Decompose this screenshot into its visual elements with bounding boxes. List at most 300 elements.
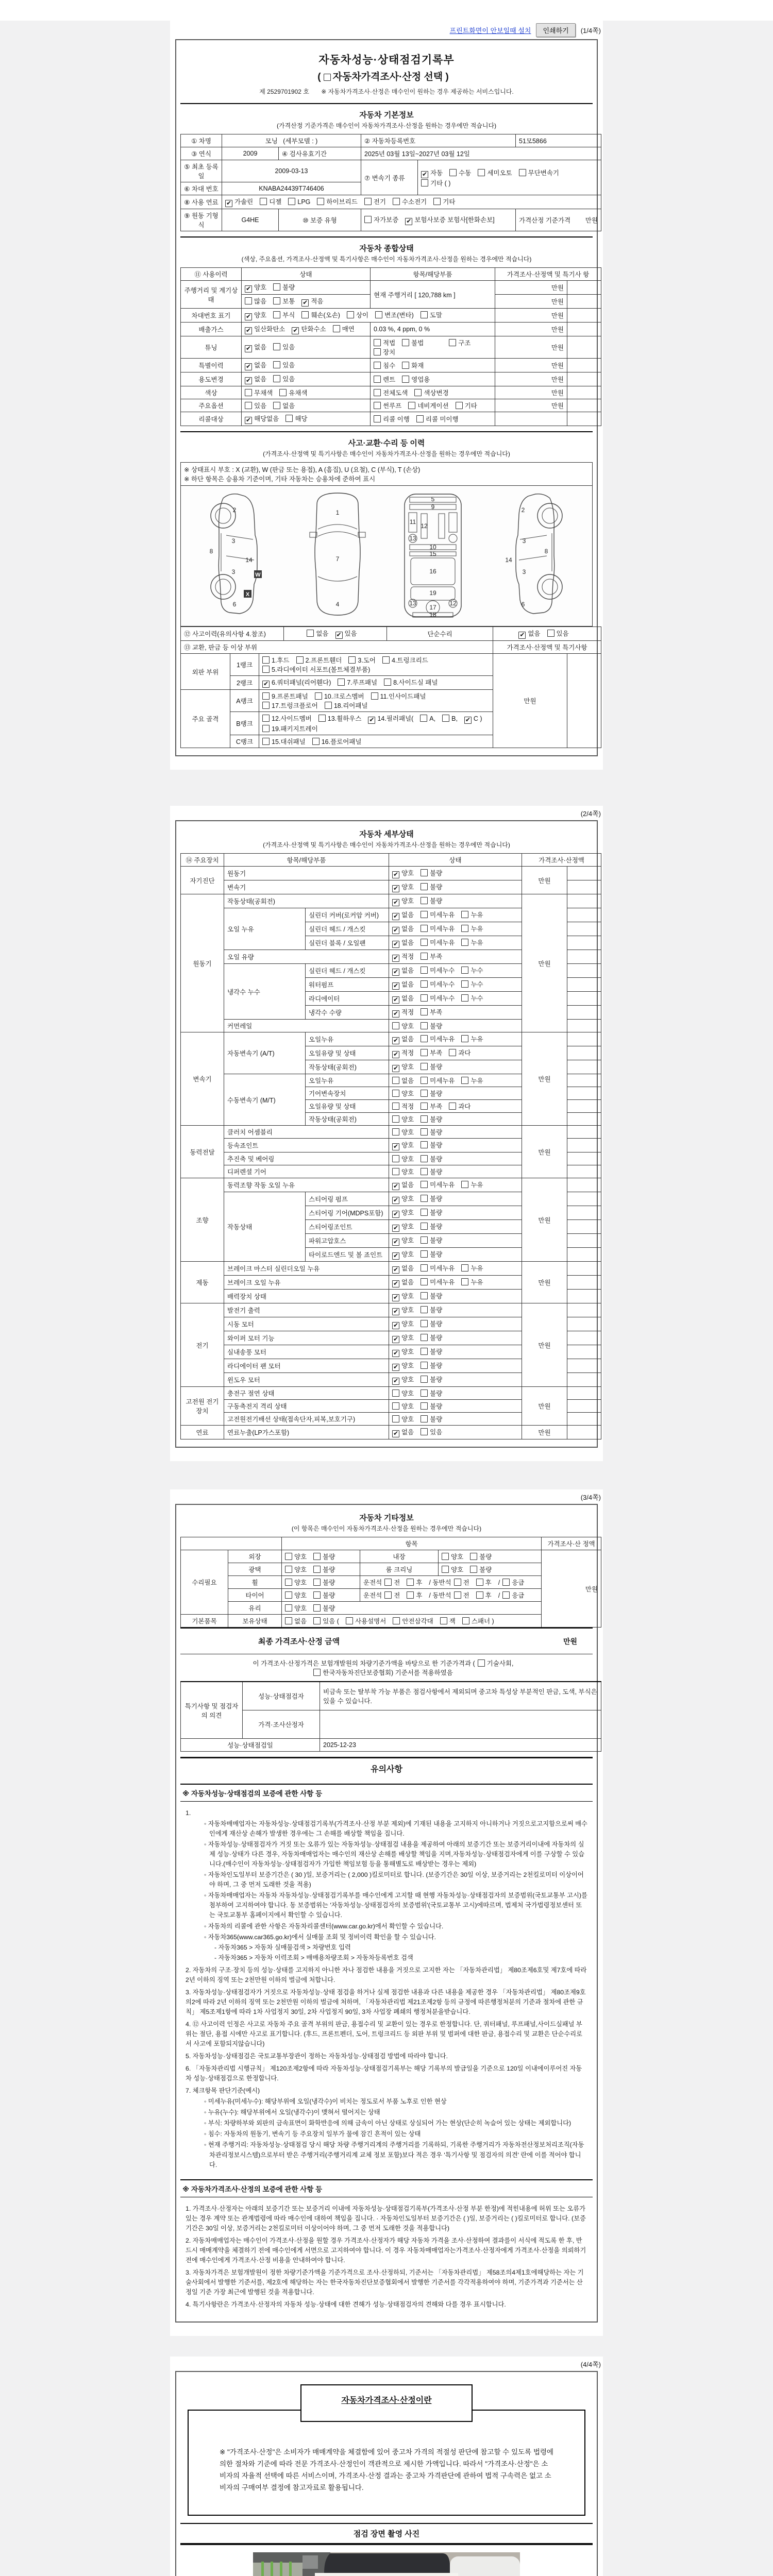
checkbox-checked[interactable]: ✔: [393, 1037, 399, 1044]
warranty-options: [361, 209, 516, 231]
checkbox-unchecked[interactable]: [317, 198, 324, 205]
valuation-definition-text: ※ "가격조사·산정"은 소비자가 매매계약을 체결함에 있어 중고차 가격의 적절성 판단에 참고할 수 있도록 법령에 의한 절차와 기준에 따라 전문 가격조사·산정인이 객관적으로 제시한 가액입니다. 따라서 "가격조사·산정"은 소비자의 자율적 선택에 따른 서비스이며, 가격조사·산정 결과는 중고차 가격판단에 관하여 법적 구속력은 없고 소비자의 구매여부 결정에 참고자료로 활용됩니다.: [188, 2410, 585, 2516]
checkbox-unchecked[interactable]: [421, 883, 428, 890]
checkbox-unchecked[interactable]: [392, 1155, 399, 1162]
checkbox-unchecked[interactable]: [315, 692, 322, 700]
checkbox-checked[interactable]: ✔: [393, 1266, 399, 1273]
accident-title: 사고·교환·수리 등 이력: [348, 439, 425, 448]
checkbox-unchecked[interactable]: [421, 1415, 428, 1422]
checkbox-checked[interactable]: ✔: [393, 1335, 399, 1343]
checkbox-checked[interactable]: ✔: [245, 363, 251, 370]
checkbox-checked[interactable]: ✔: [393, 1196, 399, 1204]
checkbox-unchecked[interactable]: [313, 1579, 321, 1586]
checkbox-unchecked[interactable]: [262, 692, 270, 700]
checkbox-unchecked[interactable]: [421, 1008, 428, 1015]
option-label: 부족: [430, 1009, 443, 1016]
checkbox-checked[interactable]: ✔: [245, 416, 251, 423]
checkbox-unchecked[interactable]: [407, 1579, 414, 1586]
checkbox-unchecked[interactable]: [245, 297, 252, 304]
option: [421, 882, 442, 891]
option: [421, 938, 455, 947]
checkbox-checked[interactable]: ✔: [393, 1210, 399, 1217]
checkbox-unchecked[interactable]: [285, 1604, 292, 1612]
checkbox-unchecked[interactable]: [392, 1022, 399, 1029]
checkbox-unchecked[interactable]: [408, 402, 415, 409]
checkbox-unchecked[interactable]: [312, 738, 320, 745]
checkbox-unchecked[interactable]: [313, 1566, 321, 1573]
checkbox-unchecked[interactable]: [461, 980, 468, 988]
checkbox-unchecked[interactable]: [285, 1591, 292, 1599]
checkbox-unchecked[interactable]: [449, 169, 457, 176]
checkbox-unchecked[interactable]: [421, 1320, 428, 1327]
checkbox-unchecked[interactable]: [421, 1049, 428, 1056]
option-label: 불량: [323, 1566, 335, 1573]
checkbox-checked[interactable]: ✔: [393, 954, 399, 961]
checkbox-unchecked[interactable]: [325, 702, 332, 709]
checkbox-unchecked[interactable]: [273, 283, 280, 291]
checkbox-unchecked[interactable]: [392, 1103, 399, 1110]
checkbox-unchecked[interactable]: [402, 362, 409, 369]
checkbox-checked[interactable]: ✔: [519, 631, 525, 638]
option: [440, 1616, 456, 1625]
checkbox-unchecked[interactable]: [449, 339, 456, 346]
checkbox-unchecked[interactable]: [285, 1579, 292, 1586]
checkbox-unchecked[interactable]: [476, 1591, 483, 1599]
checkbox-unchecked[interactable]: [519, 169, 526, 176]
checkbox-unchecked[interactable]: [421, 953, 428, 960]
checkbox-unchecked[interactable]: [476, 1579, 483, 1586]
checkbox-checked[interactable]: ✔: [393, 1308, 399, 1315]
checkbox-checked[interactable]: ✔: [393, 885, 399, 892]
checkbox-unchecked[interactable]: [364, 198, 372, 205]
checkbox-unchecked[interactable]: [384, 679, 391, 686]
checkbox-unchecked[interactable]: [273, 297, 280, 304]
checkbox-unchecked[interactable]: [442, 715, 449, 722]
checkbox-unchecked[interactable]: [421, 1128, 428, 1136]
checkbox-checked[interactable]: ✔: [393, 1064, 399, 1072]
option: [421, 1034, 455, 1043]
checkbox-unchecked[interactable]: [392, 1415, 399, 1422]
checkbox-unchecked[interactable]: [421, 1348, 428, 1355]
rank-label: 1랭크: [230, 654, 259, 676]
checkbox-unchecked[interactable]: [461, 1278, 468, 1285]
checkbox-unchecked[interactable]: [392, 1402, 399, 1410]
checkbox-checked[interactable]: ✔: [393, 1280, 399, 1287]
checkbox-unchecked[interactable]: [313, 1617, 321, 1624]
checkbox-unchecked[interactable]: [262, 715, 270, 722]
option: [421, 896, 442, 905]
option: [368, 714, 413, 724]
checkbox-checked[interactable]: ✔: [393, 1349, 399, 1357]
notice-bullet: ◦ 자동차매매업자는 자동차성능·상태점검기록부(가격조사·산정 부분 제외)에 기재된 내용을 고지하지 아니하거나 거짓으로고지함으로써 매수인에게 재산상 손해가 발생한 경우에는 그 손해를 배상할 책임을 집니다.: [204, 1820, 587, 1838]
checkbox-checked[interactable]: ✔: [245, 377, 251, 384]
checkbox-unchecked[interactable]: [313, 1591, 321, 1599]
checkbox-unchecked[interactable]: [273, 311, 280, 318]
state-options: [389, 1178, 522, 1192]
print-install-link[interactable]: 프린트화면이 안보일때 설치: [449, 27, 531, 35]
checkbox-unchecked[interactable]: [442, 1553, 449, 1560]
option-label: 응급: [512, 1579, 525, 1586]
checkbox-unchecked[interactable]: [421, 1115, 428, 1123]
svg-text:19: 19: [429, 589, 436, 597]
checkbox-unchecked[interactable]: [313, 1553, 321, 1560]
checkbox-unchecked[interactable]: [262, 738, 270, 745]
svg-text:4: 4: [335, 601, 340, 608]
option-label: 14.필러패널(: [377, 715, 414, 722]
checkbox-unchecked[interactable]: [375, 311, 382, 318]
option: [421, 910, 455, 919]
item-label: 배력장치 상태: [224, 1290, 389, 1303]
special-who: 가격·조사산정자: [243, 1710, 320, 1739]
checkbox-checked[interactable]: ✔: [393, 1182, 399, 1190]
checkbox-unchecked[interactable]: [273, 343, 280, 350]
option: [464, 715, 482, 724]
checkbox-checked[interactable]: ✔: [393, 1010, 399, 1017]
checkbox-unchecked[interactable]: [442, 1566, 449, 1573]
checkbox-unchecked[interactable]: [285, 1617, 292, 1624]
notice-bullet: ◦ 자동차365(www.car365.go.kr)에서 실매물 조회 및 정비이력 확인을 할 수 있습니다.: [204, 1933, 436, 1941]
checkbox-unchecked[interactable]: [384, 1591, 392, 1599]
option-label: 일산화탄소: [254, 326, 285, 333]
checkbox-unchecked[interactable]: [393, 198, 400, 205]
checkbox-unchecked[interactable]: [392, 1115, 399, 1123]
option: [421, 310, 442, 319]
checkbox-unchecked[interactable]: [461, 925, 468, 932]
checkbox-unchecked[interactable]: [324, 74, 331, 81]
checkbox-unchecked[interactable]: [392, 1128, 399, 1136]
option: [502, 1578, 524, 1587]
checkbox-unchecked[interactable]: [421, 1195, 428, 1202]
checkbox-unchecked[interactable]: [461, 1264, 468, 1272]
option-label: 양호: [401, 1416, 414, 1423]
option: [335, 629, 357, 639]
checkbox-unchecked[interactable]: [421, 1063, 428, 1070]
checkbox-unchecked[interactable]: [421, 1103, 428, 1110]
fuel-options: [222, 195, 601, 209]
checkbox-unchecked[interactable]: [421, 967, 428, 974]
item-options: [371, 412, 495, 426]
option-label: 불량: [430, 1376, 443, 1383]
checkbox-unchecked[interactable]: [402, 376, 409, 383]
checkbox-unchecked[interactable]: [421, 1376, 428, 1383]
option-label: 양호: [401, 870, 414, 877]
option-label: 보통: [282, 298, 295, 305]
checkbox-checked[interactable]: ✔: [369, 716, 375, 723]
checkbox-unchecked[interactable]: [307, 630, 314, 637]
checkbox-unchecked[interactable]: [421, 1334, 428, 1341]
checkbox-unchecked[interactable]: [440, 1617, 447, 1624]
option-label: 양호: [254, 312, 267, 319]
option-label: 자동차가격조사·산정 선택 ): [332, 72, 449, 82]
checkbox-checked[interactable]: ✔: [336, 631, 342, 638]
option: [547, 629, 569, 638]
checkbox-unchecked[interactable]: [421, 1155, 428, 1162]
checkbox-checked[interactable]: ✔: [393, 871, 399, 878]
checkbox-unchecked[interactable]: [318, 715, 326, 722]
checkbox-unchecked[interactable]: [421, 980, 428, 988]
checkbox-unchecked[interactable]: [374, 362, 381, 369]
checkbox-unchecked[interactable]: [414, 389, 422, 396]
option: [461, 924, 483, 933]
state-options: [389, 1276, 522, 1290]
checkbox-unchecked[interactable]: [421, 1022, 428, 1029]
option-label: 없음: [401, 995, 414, 1002]
checkbox-checked[interactable]: ✔: [406, 217, 412, 225]
checkbox-checked[interactable]: ✔: [393, 1143, 399, 1150]
checkbox-unchecked[interactable]: [279, 389, 287, 396]
checkbox-checked[interactable]: ✔: [393, 1377, 399, 1384]
checkbox-unchecked[interactable]: [371, 692, 378, 700]
checkbox-unchecked[interactable]: [421, 1090, 428, 1097]
checkbox-checked[interactable]: ✔: [393, 940, 399, 947]
checkbox-unchecked[interactable]: [421, 1250, 428, 1258]
checkbox-unchecked[interactable]: [421, 1035, 428, 1042]
sub-item-label: 실린더 블록 / 오일팬: [306, 936, 389, 950]
checkbox-unchecked[interactable]: [382, 656, 390, 664]
checkbox-unchecked[interactable]: [346, 1617, 353, 1624]
checkbox-unchecked[interactable]: [273, 375, 280, 382]
checkbox-unchecked[interactable]: [461, 911, 468, 918]
checkbox-unchecked[interactable]: [260, 198, 267, 205]
option-label: 전: [463, 1579, 469, 1586]
checkbox-unchecked[interactable]: [478, 1659, 485, 1667]
checkbox-checked[interactable]: ✔: [393, 899, 399, 906]
checkbox-unchecked[interactable]: [421, 1181, 428, 1188]
checkbox-checked[interactable]: ✔: [393, 968, 399, 975]
checkbox-unchecked[interactable]: [420, 715, 427, 722]
svg-text:8: 8: [544, 548, 548, 555]
option: [421, 1076, 455, 1085]
checkbox-checked[interactable]: ✔: [245, 313, 251, 320]
checkbox-unchecked[interactable]: [347, 311, 354, 318]
checkbox-checked[interactable]: ✔: [393, 996, 399, 1003]
option-label: 가솔린: [234, 198, 254, 206]
option-label: 없음: [401, 981, 414, 988]
option: [313, 1552, 335, 1561]
checkbox-checked[interactable]: ✔: [393, 1050, 399, 1058]
checkbox-checked[interactable]: ✔: [393, 1430, 399, 1437]
option-label: 전기: [373, 198, 386, 206]
option: [454, 1590, 469, 1600]
checkbox-unchecked[interactable]: [338, 679, 345, 686]
checkbox-unchecked[interactable]: [461, 1035, 468, 1042]
checkbox-unchecked[interactable]: [364, 216, 372, 223]
checkbox-checked[interactable]: ✔: [393, 926, 399, 934]
rank-options: [259, 676, 493, 690]
checkbox-unchecked[interactable]: [262, 725, 270, 732]
option: [382, 655, 428, 665]
checkbox-unchecked[interactable]: [296, 656, 304, 664]
checkbox-unchecked[interactable]: [421, 1362, 428, 1369]
checkbox-unchecked[interactable]: [348, 656, 356, 664]
checkbox-unchecked[interactable]: [392, 1168, 399, 1175]
svg-text:15: 15: [429, 550, 436, 557]
checkbox-checked[interactable]: ✔: [393, 1238, 399, 1245]
other-info-table: [180, 1537, 598, 1681]
checkbox-unchecked[interactable]: [301, 311, 309, 318]
checkbox-unchecked[interactable]: [392, 1090, 399, 1097]
checkbox-unchecked[interactable]: [285, 1566, 292, 1573]
checkbox-unchecked[interactable]: [421, 1209, 428, 1216]
repair-item: 타이어: [228, 1589, 282, 1602]
checkbox-unchecked[interactable]: [421, 311, 428, 318]
option-label: 누수: [470, 981, 483, 988]
rank-options: [259, 735, 493, 748]
option: [461, 1277, 483, 1286]
checkbox-unchecked[interactable]: [421, 1292, 428, 1299]
checkbox-unchecked[interactable]: [547, 630, 554, 637]
checkbox-unchecked[interactable]: [374, 415, 381, 422]
checkbox-unchecked[interactable]: [421, 869, 428, 876]
checkbox-unchecked[interactable]: [461, 994, 468, 1002]
checkbox-unchecked[interactable]: [461, 1181, 468, 1188]
checkbox-unchecked[interactable]: [402, 339, 409, 346]
row-label: 튜닝: [181, 336, 242, 359]
checkbox-unchecked[interactable]: [407, 1591, 414, 1599]
checkbox-unchecked[interactable]: [333, 325, 340, 332]
checkbox-unchecked[interactable]: [273, 402, 280, 409]
checkbox-unchecked[interactable]: [416, 415, 424, 422]
option: [392, 1034, 414, 1044]
option-label: 불량: [430, 1063, 443, 1071]
item-options: [371, 359, 495, 372]
wheel-options: [360, 1589, 542, 1602]
checkbox-checked[interactable]: ✔: [393, 1252, 399, 1259]
option: [392, 1277, 414, 1287]
option: [462, 1616, 494, 1625]
checkbox-checked[interactable]: ✔: [393, 912, 399, 920]
checkbox-checked[interactable]: ✔: [393, 1294, 399, 1301]
checkbox-unchecked[interactable]: [421, 1236, 428, 1244]
svg-text:9: 9: [431, 503, 435, 511]
checkbox-unchecked[interactable]: [421, 1141, 428, 1148]
option-label: 후: [416, 1579, 423, 1586]
checkbox-checked[interactable]: ✔: [393, 982, 399, 989]
checkbox-unchecked[interactable]: [502, 1591, 510, 1599]
item-options: [371, 336, 495, 359]
checkbox-unchecked[interactable]: [313, 1669, 321, 1676]
checkbox-unchecked[interactable]: [384, 1579, 392, 1586]
checkbox-unchecked[interactable]: [461, 1077, 468, 1084]
checkbox-unchecked[interactable]: [433, 198, 441, 205]
checkbox-unchecked[interactable]: [421, 1389, 428, 1397]
checkbox-unchecked[interactable]: [245, 389, 252, 396]
checkbox-checked[interactable]: ✔: [303, 299, 308, 306]
checkbox-checked[interactable]: ✔: [422, 170, 428, 178]
option: [442, 1552, 463, 1561]
checkbox-unchecked[interactable]: [374, 339, 381, 346]
checkbox-unchecked[interactable]: [449, 1103, 456, 1110]
checkbox-unchecked[interactable]: [454, 1591, 461, 1599]
checkbox-unchecked[interactable]: [374, 376, 381, 383]
checkbox-checked[interactable]: ✔: [393, 1321, 399, 1329]
checkbox-unchecked[interactable]: [262, 666, 270, 673]
checkbox-unchecked[interactable]: [313, 1604, 321, 1612]
checkbox-unchecked[interactable]: [470, 1553, 477, 1560]
checkbox-checked[interactable]: ✔: [393, 1224, 399, 1231]
checkbox-unchecked[interactable]: [262, 702, 270, 709]
checkbox-unchecked[interactable]: [478, 169, 485, 176]
checkbox-unchecked[interactable]: [393, 1617, 400, 1624]
option-label: 19.패키지트레이: [272, 725, 318, 733]
checkbox-unchecked[interactable]: [421, 1278, 428, 1285]
checkbox-unchecked[interactable]: [462, 1617, 469, 1624]
notice-bullet: ◦ 부식: 차량하부와 외판의 금속표면이 화학반응에 의해 금속이 아닌 상태로 상실되어 가는 현상(단순히 녹슬어 있는 상태는 제외합니다): [204, 2120, 572, 2127]
checkbox-unchecked[interactable]: [421, 1428, 428, 1435]
item-label: 자동변속기 (A/T): [224, 1032, 306, 1074]
detail-title: 자동차 세부상태: [359, 830, 414, 839]
checkbox-checked[interactable]: ✔: [245, 345, 251, 352]
checkbox-checked[interactable]: ✔: [245, 327, 251, 334]
checkbox-unchecked[interactable]: [374, 402, 381, 409]
checkbox-unchecked[interactable]: [421, 1306, 428, 1313]
option-label: 누유: [470, 1181, 483, 1189]
checkbox-unchecked[interactable]: [461, 967, 468, 974]
checkbox-unchecked[interactable]: [245, 402, 252, 409]
checkbox-unchecked[interactable]: [392, 1077, 399, 1084]
checkbox-unchecked[interactable]: [421, 1223, 428, 1230]
checkbox-unchecked[interactable]: [421, 925, 428, 932]
checkbox-unchecked[interactable]: [421, 1168, 428, 1175]
checkbox-unchecked[interactable]: [502, 1579, 510, 1586]
checkbox-unchecked[interactable]: [288, 198, 295, 205]
option-label: 수동: [459, 169, 472, 177]
checkbox-unchecked[interactable]: [421, 1077, 428, 1084]
checkbox-unchecked[interactable]: [262, 656, 270, 664]
option-label: 불량: [430, 1416, 443, 1423]
checkbox-unchecked[interactable]: [454, 1579, 461, 1586]
checkbox-unchecked[interactable]: [374, 348, 381, 355]
state-options: [389, 1006, 522, 1020]
checkbox-checked[interactable]: ✔: [263, 680, 269, 687]
checkbox-unchecked[interactable]: [421, 1402, 428, 1410]
option: [421, 1249, 442, 1259]
inspection-value: 2025년 03월 13일~2027년 03월 12일: [361, 147, 601, 160]
sub-item-label: 스티어링 펌프: [306, 1192, 389, 1206]
checkbox-checked[interactable]: ✔: [293, 327, 298, 334]
checkbox-unchecked[interactable]: [421, 1264, 428, 1272]
checkbox-unchecked[interactable]: [285, 415, 293, 422]
checkbox-checked[interactable]: ✔: [226, 199, 232, 207]
checkbox-checked[interactable]: ✔: [245, 285, 251, 292]
option-label: 3.도어: [358, 657, 376, 664]
checkbox-unchecked[interactable]: [374, 389, 381, 396]
checkbox-unchecked[interactable]: [392, 1389, 399, 1397]
special-notes-table: [180, 1681, 597, 1752]
option-label: LPG: [297, 198, 311, 206]
option: [392, 965, 414, 976]
state-options: [389, 922, 522, 936]
checkbox-unchecked[interactable]: [421, 179, 428, 187]
checkbox-unchecked[interactable]: [470, 1566, 477, 1573]
option-label: 자동: [430, 169, 443, 177]
checkbox-unchecked[interactable]: [285, 1553, 292, 1560]
state-options: [389, 1400, 522, 1413]
checkbox-unchecked[interactable]: [456, 402, 463, 409]
checkbox-checked[interactable]: ✔: [393, 1363, 399, 1370]
checkbox-unchecked[interactable]: [273, 361, 280, 368]
checkbox-unchecked[interactable]: [421, 911, 428, 918]
checkbox-unchecked[interactable]: [461, 939, 468, 946]
checkbox-unchecked[interactable]: [421, 939, 428, 946]
checkbox-unchecked[interactable]: [421, 994, 428, 1002]
checkbox-checked[interactable]: ✔: [465, 716, 470, 723]
print-button[interactable]: 인쇄하기: [536, 23, 575, 37]
checkbox-unchecked[interactable]: [449, 1049, 456, 1056]
state-options: [389, 1234, 522, 1248]
checkbox-unchecked[interactable]: [421, 897, 428, 904]
option: [273, 360, 295, 369]
